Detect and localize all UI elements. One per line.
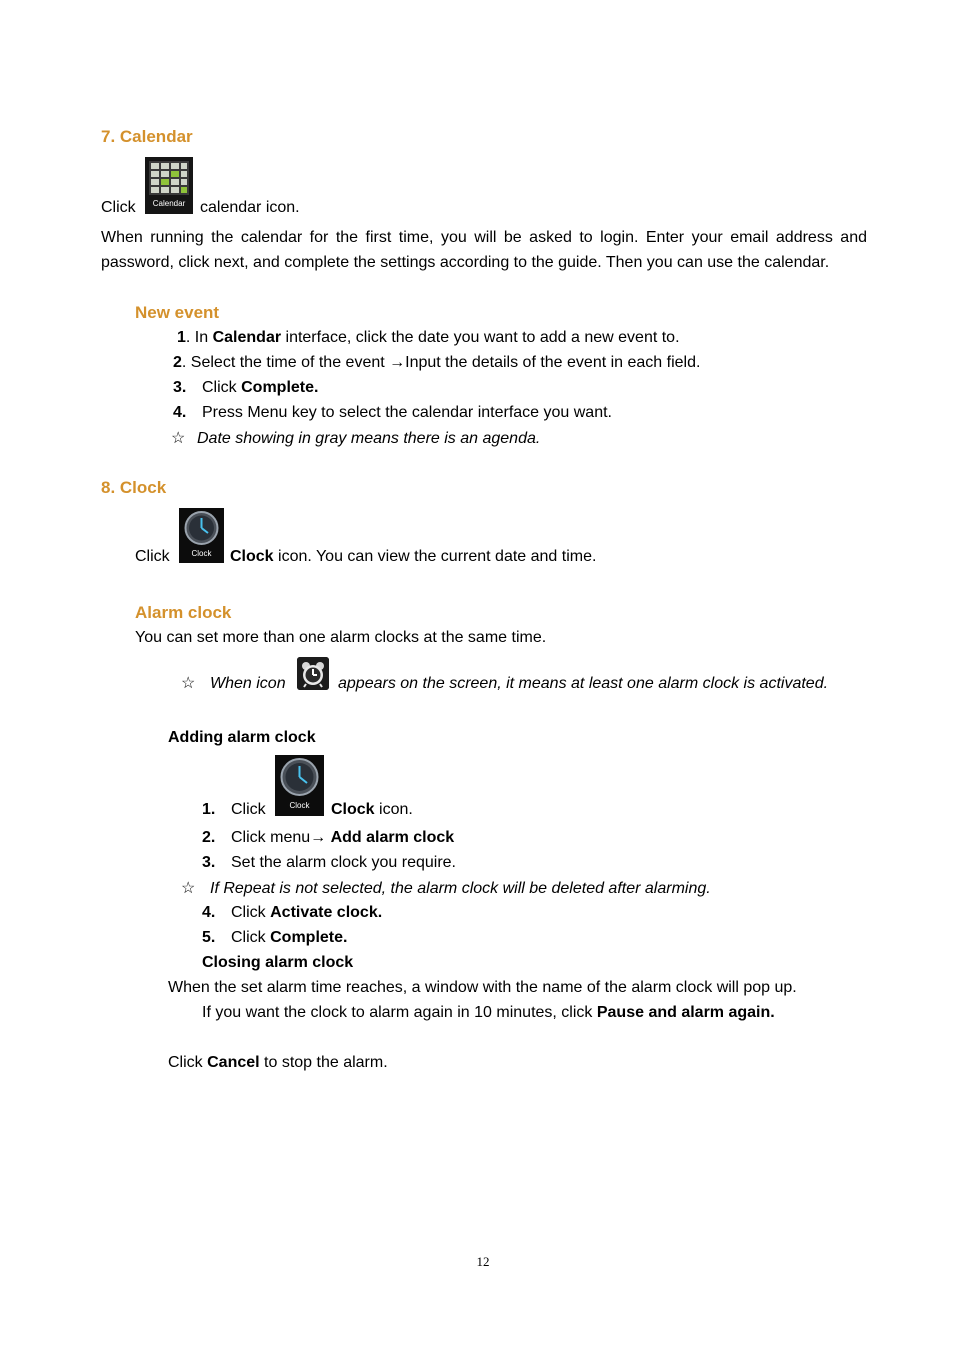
- closing-alarm-line-2: If you want the clock to alarm again in 10 minutes, click Pause and alarm again.: [202, 1004, 775, 1021]
- adding-step-3: 3. Set the alarm clock you require.: [202, 854, 456, 871]
- new-event-note: ☆ Date showing in gray means there is an agenda.: [171, 430, 541, 447]
- calendar-icon-label: Calendar: [152, 199, 186, 208]
- calendar-icon: [145, 157, 193, 214]
- page-number: 12: [476, 1254, 490, 1269]
- adding-step-4: 4. Click Activate clock.: [202, 904, 383, 921]
- calendar-icon-suffix: calendar icon.: [200, 199, 300, 216]
- alarm-note: ☆ When icon: [181, 675, 286, 692]
- alarm-status-icon: [297, 657, 329, 690]
- closing-alarm-heading: Closing alarm clock: [202, 954, 354, 971]
- new-event-heading: New event: [135, 303, 220, 322]
- clock-icon-label: Clock: [289, 801, 310, 810]
- adding-note: ☆ If Repeat is not selected, the alarm clock will be deleted after alarming.: [181, 880, 711, 897]
- adding-step-1: 1. Click: [202, 801, 266, 818]
- alarm-clock-intro: You can set more than one alarm clocks at the same time.: [135, 629, 547, 646]
- clock-click-text: Click: [135, 548, 170, 565]
- calendar-heading: 7. Calendar: [101, 127, 193, 146]
- alarm-clock-heading: Alarm clock: [135, 603, 232, 622]
- calendar-intro: When running the calendar for the first time, you will be asked to login. Enter your email address and password, click next, and complete the settings according to the guide. Then you can use the calendar.: [101, 229, 867, 271]
- adding-step-2: 2. Click menu→ Add alarm clock: [202, 829, 455, 846]
- adding-alarm-heading: Adding alarm clock: [168, 729, 316, 746]
- closing-alarm-line-1: When the set alarm time reaches, a window with the name of the alarm clock will pop up.: [168, 979, 797, 996]
- new-event-step-1: 1. In Calendar interface, click the date you want to add a new event to.: [177, 329, 680, 346]
- calendar-click-text: Click: [101, 199, 136, 216]
- adding-step-5: 5. Click Complete.: [202, 929, 348, 946]
- new-event-step-4: 4. Press Menu key to select the calendar interface you want.: [173, 404, 612, 421]
- star-icon: ☆: [181, 675, 196, 692]
- star-icon: ☆: [181, 880, 196, 897]
- clock-icon-description: Clock icon. You can view the current date and time.: [230, 548, 597, 565]
- clock-heading: 8. Clock: [101, 478, 167, 497]
- closing-alarm-line-3: Click Cancel to stop the alarm.: [168, 1054, 388, 1071]
- new-event-step-3: 3. Click Complete.: [173, 379, 319, 396]
- clock-app-icon: [275, 755, 324, 816]
- clock-app-icon: [179, 508, 224, 563]
- new-event-step-2: 2. Select the time of the event →Input the details of the event in each field.: [173, 354, 701, 371]
- adding-step-1-suffix: Clock icon.: [331, 801, 413, 818]
- star-icon: ☆: [171, 430, 186, 447]
- clock-icon-label: Clock: [191, 549, 212, 558]
- alarm-note-suffix: appears on the screen, it means at least one alarm clock is activated.: [338, 675, 829, 692]
